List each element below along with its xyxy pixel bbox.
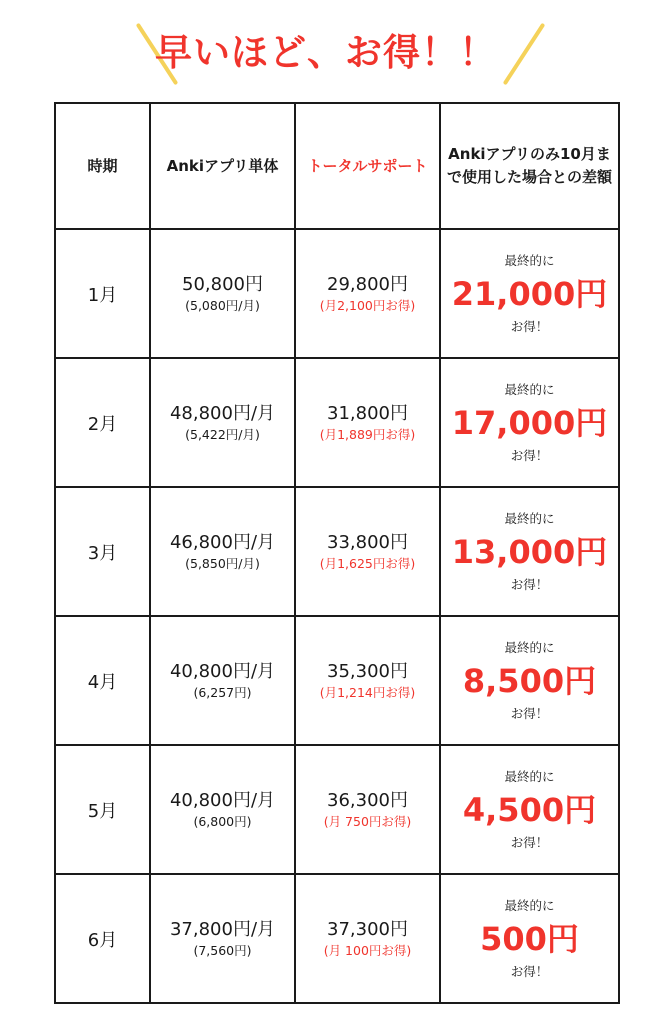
table-row [55, 487, 619, 616]
table-row [55, 874, 619, 1003]
total-support-cell [295, 358, 440, 487]
table-header-row [55, 103, 619, 229]
total-support-cell [295, 874, 440, 1003]
difference-amount: 4,500円 [462, 790, 597, 829]
anki-only-cell [150, 616, 295, 745]
total-support-price: 33,800円 [327, 532, 408, 553]
difference-prefix: 最終的に [504, 381, 555, 397]
difference-prefix: 最終的に [504, 897, 555, 913]
difference-cell [440, 487, 619, 616]
difference-suffix: お得！ [510, 576, 549, 592]
header-period: 時期 [55, 103, 150, 229]
header-total-support: トータルサポート [295, 103, 440, 229]
header-difference: Ankiアプリのみ10月まで使用した場合との差額 [440, 103, 619, 229]
anki-only-cell [150, 745, 295, 874]
anki-only-cell [150, 358, 295, 487]
total-support-savings: (月 100円お得) [323, 943, 412, 958]
table-row [55, 616, 619, 745]
period-cell [55, 874, 150, 1003]
anki-only-price: 37,800円/月 [169, 919, 276, 940]
total-support-cell [295, 487, 440, 616]
total-support-price: 29,800円 [327, 274, 408, 295]
total-support-price: 31,800円 [327, 403, 408, 424]
price-comparison-table [54, 102, 620, 1004]
anki-only-monthly: (5,850円/月) [185, 556, 260, 571]
difference-cell [440, 229, 619, 358]
anki-only-cell [150, 487, 295, 616]
total-support-savings: (月1,625円お得) [319, 556, 416, 571]
period-cell [55, 229, 150, 358]
difference-suffix: お得！ [510, 834, 549, 850]
difference-amount: 13,000円 [451, 532, 608, 571]
anki-only-monthly: (5,080円/月) [185, 298, 260, 313]
period-cell [55, 745, 150, 874]
difference-amount: 8,500円 [462, 661, 597, 700]
total-support-cell [295, 616, 440, 745]
anki-only-cell [150, 874, 295, 1003]
anki-only-monthly: (6,800円) [193, 814, 252, 829]
anki-only-price: 40,800円/月 [169, 661, 276, 682]
difference-suffix: お得！ [510, 705, 549, 721]
difference-cell [440, 358, 619, 487]
total-support-savings: (月1,889円お得) [319, 427, 416, 442]
difference-suffix: お得！ [510, 318, 549, 334]
period-label: 5月 [87, 800, 118, 822]
anki-only-monthly: (5,422円/月) [185, 427, 260, 442]
anki-only-price: 48,800円/月 [169, 403, 276, 424]
total-support-price: 37,300円 [327, 919, 408, 940]
difference-amount: 500円 [480, 919, 579, 958]
difference-prefix: 最終的に [504, 768, 555, 784]
headline-title: 早いほど、お得！！ [155, 31, 497, 74]
difference-suffix: お得！ [510, 447, 549, 463]
total-support-cell [295, 745, 440, 874]
anki-only-monthly: (7,560円) [193, 943, 252, 958]
total-support-savings: (月2,100円お得) [319, 298, 416, 313]
total-support-savings: (月 750円お得) [323, 814, 412, 829]
headline-banner [0, 18, 652, 88]
period-cell [55, 616, 150, 745]
difference-suffix: お得！ [510, 963, 549, 979]
period-cell [55, 487, 150, 616]
difference-cell [440, 874, 619, 1003]
total-support-savings: (月1,214円お得) [319, 685, 416, 700]
period-label: 2月 [87, 413, 118, 435]
difference-prefix: 最終的に [504, 639, 555, 655]
anki-only-price: 46,800円/月 [169, 532, 276, 553]
table-row [55, 745, 619, 874]
difference-cell [440, 616, 619, 745]
table-row [55, 229, 619, 358]
difference-cell [440, 745, 619, 874]
anki-only-price: 50,800円 [182, 274, 263, 295]
anki-only-cell [150, 229, 295, 358]
total-support-cell [295, 229, 440, 358]
period-label: 1月 [87, 284, 118, 306]
total-support-price: 36,300円 [327, 790, 408, 811]
difference-amount: 21,000円 [451, 274, 608, 313]
period-label: 6月 [87, 929, 118, 951]
total-support-price: 35,300円 [327, 661, 408, 682]
period-cell [55, 358, 150, 487]
difference-prefix: 最終的に [504, 252, 555, 268]
table-row [55, 358, 619, 487]
header-anki-only: Ankiアプリ単体 [150, 103, 295, 229]
difference-prefix: 最終的に [504, 510, 555, 526]
period-label: 4月 [87, 671, 118, 693]
anki-only-price: 40,800円/月 [169, 790, 276, 811]
period-label: 3月 [87, 542, 118, 564]
anki-only-monthly: (6,257円) [193, 685, 252, 700]
difference-amount: 17,000円 [451, 403, 608, 442]
